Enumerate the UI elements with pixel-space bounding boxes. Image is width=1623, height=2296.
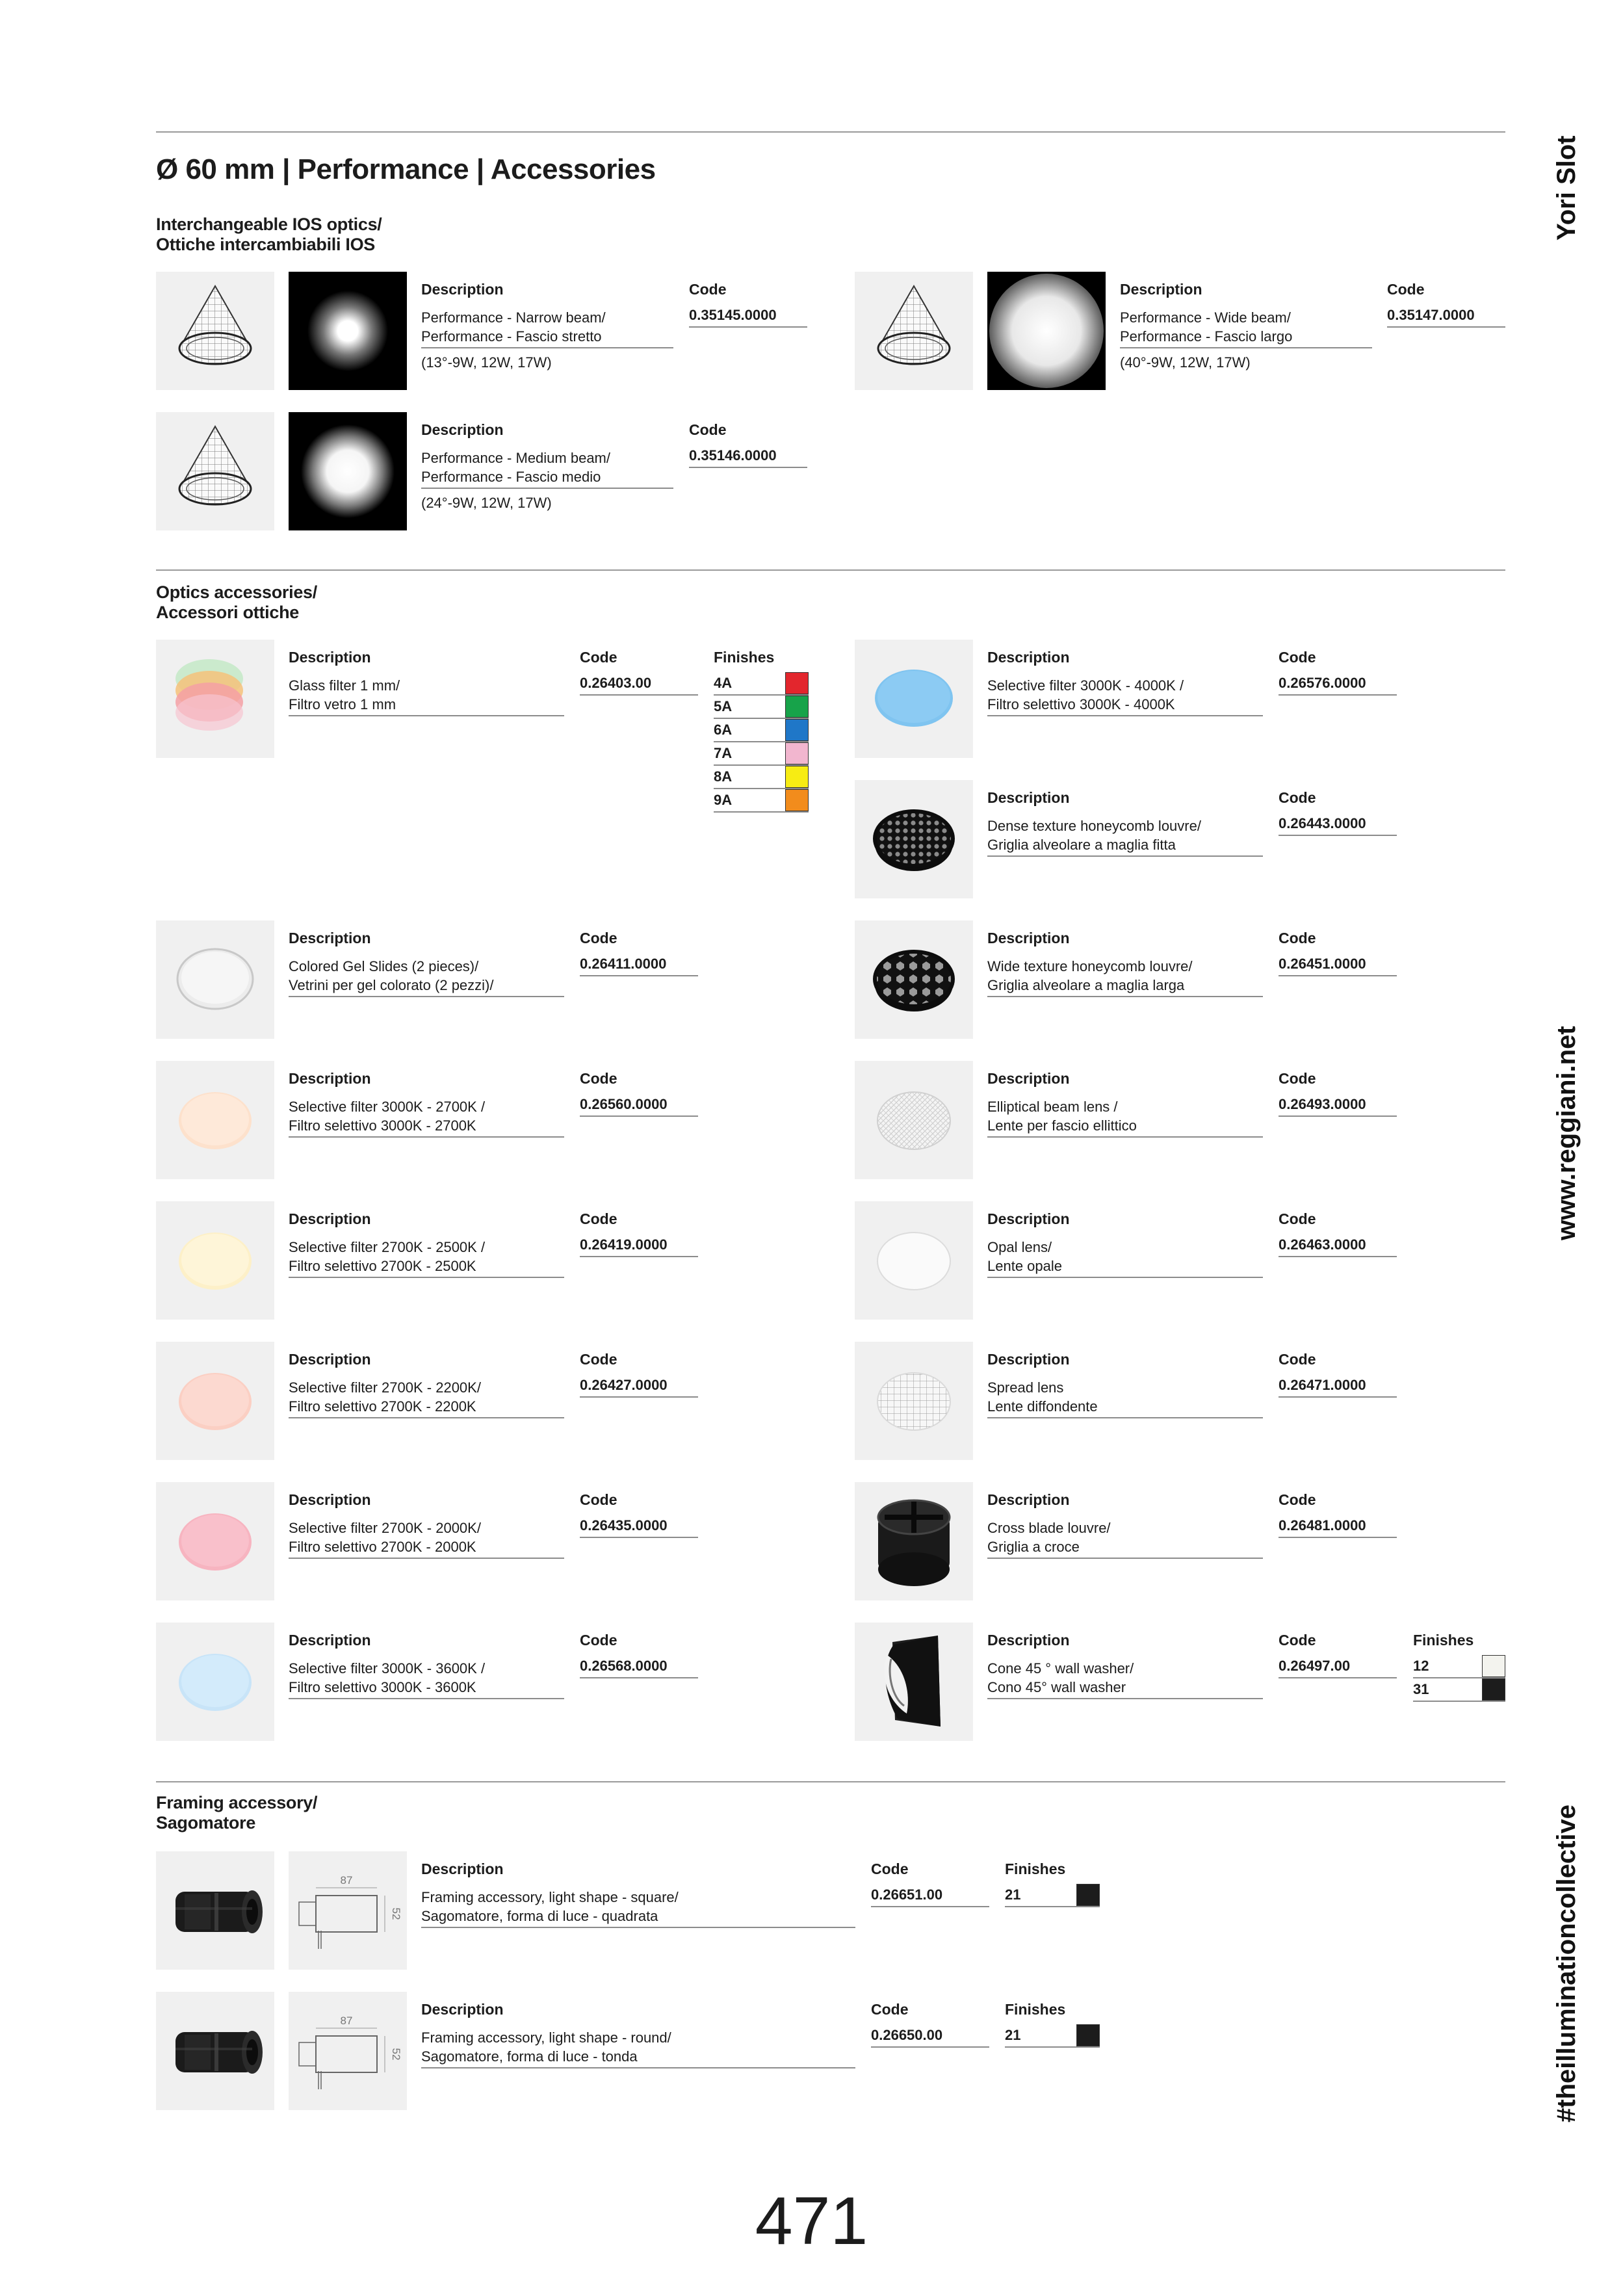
finish-row xyxy=(1413,1655,1505,1678)
finish-code: 31 xyxy=(1413,1681,1429,1697)
desc-line1: Framing accessory, light shape - square/ xyxy=(421,1889,679,1905)
code-label: Code xyxy=(689,281,727,298)
code-label: Code xyxy=(580,1491,617,1508)
accessories-title-line1: Optics accessories/ xyxy=(156,582,317,602)
code-label: Code xyxy=(689,421,727,438)
framing-description xyxy=(421,1888,855,1928)
optic-description xyxy=(421,449,673,489)
desc-line2: Performance - Fascio medio xyxy=(421,469,601,485)
glass-filter-description xyxy=(289,676,564,716)
framing-section-title xyxy=(156,1793,317,1833)
finish-swatch xyxy=(785,696,809,718)
desc-line2: Sagomatore, forma di luce - quadrata xyxy=(421,1908,658,1924)
desc-line1: Selective filter 2700K - 2000K/ xyxy=(289,1520,481,1536)
desc-line1: Framing accessory, light shape - round/ xyxy=(421,2029,671,2046)
desc-line1: Selective filter 3000K - 4000K / xyxy=(987,677,1184,694)
description-label: Description xyxy=(289,1491,371,1508)
finish-code: 7A xyxy=(714,745,733,761)
optic-reflector-image xyxy=(156,272,274,390)
finish-code: 8A xyxy=(714,768,733,785)
framing-accessory-image xyxy=(156,1992,274,2110)
finish-row xyxy=(714,672,809,696)
optic-reflector-image xyxy=(156,412,274,530)
dimension-drawing xyxy=(289,1851,407,1970)
description-label: Description xyxy=(987,649,1070,666)
finish-swatch xyxy=(1076,2024,1100,2046)
section-rule xyxy=(156,1781,1505,1782)
side-brand-label: Yori Slot xyxy=(1552,135,1581,241)
product-code: 0.26493.0000 xyxy=(1279,1096,1397,1117)
finish-code: 21 xyxy=(1005,1886,1021,1903)
optic-spec: (24°-9W, 12W, 17W) xyxy=(421,495,552,511)
desc-line2: Griglia alveolare a maglia fitta xyxy=(987,837,1176,853)
description-label: Description xyxy=(987,1632,1070,1649)
framing-accessory-image xyxy=(156,1851,274,1970)
product-code: 0.26411.0000 xyxy=(580,956,698,976)
desc-line2: Filtro selettivo 2700K - 2000K xyxy=(289,1539,476,1555)
optics-title-line1: Interchangeable IOS optics/ xyxy=(156,215,382,234)
accessory-image xyxy=(855,920,973,1039)
accessory-image xyxy=(156,1061,274,1179)
description-label: Description xyxy=(289,1210,371,1227)
optics-title-line2: Ottiche intercambiabili IOS xyxy=(156,235,375,254)
accessories-title-line2: Accessori ottiche xyxy=(156,603,299,622)
framing-description xyxy=(421,2028,855,2068)
desc-line2: Cono 45° wall washer xyxy=(987,1679,1126,1695)
product-code: 0.26576.0000 xyxy=(1279,675,1397,696)
accessory-description xyxy=(987,1519,1263,1559)
desc-line1: Dense texture honeycomb louvre/ xyxy=(987,818,1201,834)
cone-description xyxy=(987,1659,1263,1699)
desc-line1: Performance - Wide beam/ xyxy=(1120,309,1291,326)
product-code: 0.26651.00 xyxy=(871,1886,989,1907)
finish-code: 6A xyxy=(714,722,733,738)
desc-line2: Griglia a croce xyxy=(987,1539,1080,1555)
accessory-description xyxy=(289,957,564,997)
product-code: 0.26471.0000 xyxy=(1279,1377,1397,1398)
dim-width: 87 xyxy=(340,1874,353,1886)
description-label: Description xyxy=(987,1210,1070,1227)
accessory-description xyxy=(289,1238,564,1278)
cone-wall-washer-image xyxy=(855,1623,973,1741)
optics-section-title xyxy=(156,215,382,255)
accessory-image xyxy=(156,920,274,1039)
product-code: 0.26435.0000 xyxy=(580,1517,698,1538)
desc-line1: Elliptical beam lens / xyxy=(987,1099,1118,1115)
dimension-drawing xyxy=(289,1992,407,2110)
optic-description xyxy=(421,308,673,348)
optic-spec: (13°-9W, 12W, 17W) xyxy=(421,354,552,371)
accessory-description xyxy=(289,1097,564,1138)
desc-line2: Filtro vetro 1 mm xyxy=(289,696,396,712)
finish-row xyxy=(714,696,809,719)
finish-row xyxy=(1005,2024,1100,2048)
code-label: Code xyxy=(580,649,617,666)
accessory-description xyxy=(987,676,1263,716)
code-label: Code xyxy=(1279,1210,1316,1227)
side-website-label: www.reggiani.net xyxy=(1552,1026,1581,1240)
accessory-image xyxy=(855,640,973,758)
finishes-label: Finishes xyxy=(1005,1860,1066,1877)
product-code: 0.26427.0000 xyxy=(580,1377,698,1398)
product-code: 0.26497.00 xyxy=(1279,1658,1397,1678)
accessory-image xyxy=(156,1342,274,1460)
desc-line2: Griglia alveolare a maglia larga xyxy=(987,977,1185,993)
finish-code: 4A xyxy=(714,675,733,691)
finish-swatch xyxy=(785,742,809,764)
code-label: Code xyxy=(1279,1632,1316,1649)
page-number: 471 xyxy=(755,2184,868,2259)
accessory-image xyxy=(855,1201,973,1320)
desc-line2: Lente diffondente xyxy=(987,1398,1098,1415)
finishes-label: Finishes xyxy=(714,649,775,666)
desc-line1: Wide texture honeycomb louvre/ xyxy=(987,958,1193,974)
description-label: Description xyxy=(421,2001,504,2018)
desc-line2: Filtro selettivo 3000K - 4000K xyxy=(987,696,1175,712)
code-label: Code xyxy=(1279,1070,1316,1087)
code-label: Code xyxy=(580,1632,617,1649)
code-label: Code xyxy=(1279,930,1316,946)
product-code: 0.35145.0000 xyxy=(689,307,807,328)
desc-line2: Sagomatore, forma di luce - tonda xyxy=(421,2048,638,2065)
finish-row xyxy=(714,742,809,766)
framing-title-line1: Framing accessory/ xyxy=(156,1793,318,1812)
desc-line2: Filtro selettivo 3000K - 2700K xyxy=(289,1117,476,1134)
product-code: 0.26463.0000 xyxy=(1279,1236,1397,1257)
finish-row xyxy=(1413,1678,1505,1702)
product-code: 0.26403.00 xyxy=(580,675,698,696)
finishes-label: Finishes xyxy=(1005,2001,1066,2018)
accessory-description xyxy=(987,816,1263,857)
finish-row xyxy=(1005,1884,1100,1907)
finish-swatch xyxy=(1076,1884,1100,1906)
product-code: 0.26443.0000 xyxy=(1279,815,1397,836)
desc-line1: Spread lens xyxy=(987,1379,1064,1396)
desc-line1: Performance - Narrow beam/ xyxy=(421,309,606,326)
desc-line1: Glass filter 1 mm/ xyxy=(289,677,400,694)
product-code: 0.35147.0000 xyxy=(1387,307,1505,328)
section-rule xyxy=(156,569,1505,571)
accessory-description xyxy=(987,1378,1263,1418)
finish-code: 12 xyxy=(1413,1658,1429,1674)
glass-filter-image xyxy=(156,640,274,758)
desc-line1: Selective filter 3000K - 2700K / xyxy=(289,1099,486,1115)
finish-swatch xyxy=(785,672,809,694)
code-label: Code xyxy=(1279,1491,1316,1508)
accessory-description xyxy=(289,1378,564,1418)
accessory-image xyxy=(156,1482,274,1600)
finish-swatch xyxy=(1482,1655,1505,1677)
accessory-image xyxy=(855,1342,973,1460)
accessory-description xyxy=(987,1097,1263,1138)
framing-title-line2: Sagomatore xyxy=(156,1813,256,1833)
product-code: 0.26560.0000 xyxy=(580,1096,698,1117)
dim-width: 87 xyxy=(340,2015,353,2027)
desc-line1: Selective filter 2700K - 2500K / xyxy=(289,1239,486,1255)
top-rule xyxy=(156,131,1505,133)
finish-swatch xyxy=(1482,1678,1505,1701)
accessory-description xyxy=(289,1519,564,1559)
description-label: Description xyxy=(987,930,1070,946)
desc-line2: Filtro selettivo 2700K - 2500K xyxy=(289,1258,476,1274)
finish-swatch xyxy=(785,766,809,788)
code-label: Code xyxy=(1279,1351,1316,1368)
finish-code: 5A xyxy=(714,698,733,714)
optic-description xyxy=(1120,308,1372,348)
description-label: Description xyxy=(289,1351,371,1368)
finish-code: 21 xyxy=(1005,2027,1021,2043)
desc-line2: Lente per fascio ellittico xyxy=(987,1117,1137,1134)
description-label: Description xyxy=(421,281,504,298)
product-code: 0.35146.0000 xyxy=(689,447,807,468)
page-title: Ø 60 mm | Performance | Accessories xyxy=(156,153,656,185)
description-label: Description xyxy=(987,789,1070,806)
desc-line1: Cone 45 ° wall washer/ xyxy=(987,1660,1134,1676)
accessory-image xyxy=(855,1061,973,1179)
description-label: Description xyxy=(289,1070,371,1087)
description-label: Description xyxy=(289,930,371,946)
description-label: Description xyxy=(421,1860,504,1877)
code-label: Code xyxy=(580,930,617,946)
code-label: Code xyxy=(1279,649,1316,666)
code-label: Code xyxy=(580,1070,617,1087)
finish-row xyxy=(714,789,809,813)
description-label: Description xyxy=(421,421,504,438)
product-code: 0.26419.0000 xyxy=(580,1236,698,1257)
description-label: Description xyxy=(987,1491,1070,1508)
optic-reflector-image xyxy=(855,272,973,390)
finish-code: 9A xyxy=(714,792,733,808)
desc-line2: Filtro selettivo 3000K - 3600K xyxy=(289,1679,476,1695)
product-code: 0.26451.0000 xyxy=(1279,956,1397,976)
desc-line2: Filtro selettivo 2700K - 2200K xyxy=(289,1398,476,1415)
wide-beam-image xyxy=(987,272,1106,390)
accessory-image xyxy=(156,1201,274,1320)
finish-swatch xyxy=(785,719,809,741)
description-label: Description xyxy=(289,649,371,666)
accessory-image xyxy=(855,1482,973,1600)
desc-line1: Performance - Medium beam/ xyxy=(421,450,610,466)
dim-height: 52 xyxy=(390,1907,402,1920)
description-label: Description xyxy=(987,1351,1070,1368)
code-label: Code xyxy=(580,1351,617,1368)
desc-line2: Lente opale xyxy=(987,1258,1062,1274)
desc-line2: Performance - Fascio largo xyxy=(1120,328,1293,345)
desc-line1: Selective filter 3000K - 3600K / xyxy=(289,1660,486,1676)
product-code: 0.26568.0000 xyxy=(580,1658,698,1678)
code-label: Code xyxy=(580,1210,617,1227)
accessory-image xyxy=(156,1623,274,1741)
narrow-beam-image xyxy=(289,272,407,390)
finishes-label: Finishes xyxy=(1413,1632,1474,1649)
finish-row xyxy=(714,766,809,789)
description-label: Description xyxy=(1120,281,1202,298)
accessory-description xyxy=(987,957,1263,997)
accessory-description xyxy=(289,1659,564,1699)
accessory-description xyxy=(987,1238,1263,1278)
medium-beam-image xyxy=(289,412,407,530)
description-label: Description xyxy=(987,1070,1070,1087)
description-label: Description xyxy=(289,1632,371,1649)
product-code: 0.26481.0000 xyxy=(1279,1517,1397,1538)
desc-line2: Performance - Fascio stretto xyxy=(421,328,602,345)
finish-row xyxy=(714,719,809,742)
code-label: Code xyxy=(871,2001,909,2018)
desc-line1: Selective filter 2700K - 2200K/ xyxy=(289,1379,481,1396)
accessory-image xyxy=(855,780,973,898)
desc-line1: Cross blade louvre/ xyxy=(987,1520,1111,1536)
product-code: 0.26650.00 xyxy=(871,2027,989,2048)
finish-swatch xyxy=(785,789,809,811)
desc-line1: Opal lens/ xyxy=(987,1239,1052,1255)
desc-line2: Vetrini per gel colorato (2 pezzi)/ xyxy=(289,977,494,993)
side-hashtag-label: #theilluminationcollective xyxy=(1552,1804,1581,2122)
dim-height: 52 xyxy=(390,2048,402,2061)
desc-line1: Colored Gel Slides (2 pieces)/ xyxy=(289,958,479,974)
code-label: Code xyxy=(871,1860,909,1877)
optic-spec: (40°-9W, 12W, 17W) xyxy=(1120,354,1251,371)
accessories-section-title xyxy=(156,582,317,623)
code-label: Code xyxy=(1279,789,1316,806)
code-label: Code xyxy=(1387,281,1425,298)
